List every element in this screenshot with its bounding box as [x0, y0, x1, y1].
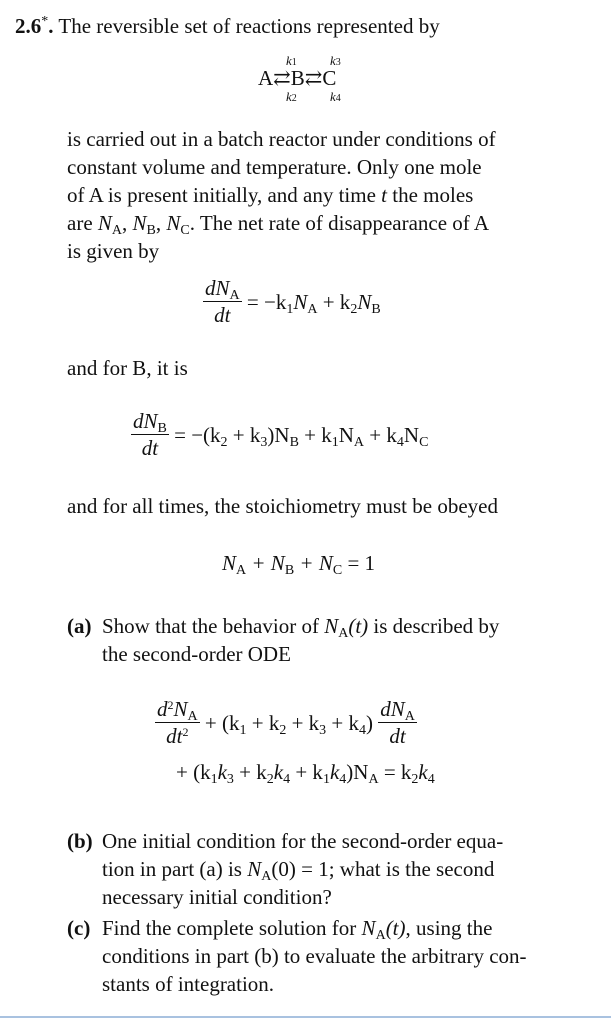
reaction-species-b: B — [290, 66, 305, 90]
reaction-scheme — [258, 54, 378, 108]
part-c-label: (c) — [67, 916, 91, 940]
equation-stoichiometry: NA + NB + NC = 1 — [222, 551, 376, 578]
reaction-k4: k4 — [330, 89, 341, 104]
reaction-k1: k1 — [286, 53, 297, 68]
text-and-for-b: and for B, it is — [67, 356, 188, 380]
equation-rate-b: $\frac{\text{dNB}}{dt}$ = −(k2 + k3)NB + k1NA + k4NC — [133, 409, 429, 460]
equation-rate-a-fraction: $\frac{\text{dNA}}{dt}$ — [205, 276, 240, 327]
problem-number: 2.6 — [15, 14, 42, 38]
equation-rate-b-fraction: $\frac{\text{dNB}}{dt}$ — [133, 409, 167, 460]
part-a: (a) Show that the behavior of NA(t) is described by the second-order ODE — [67, 614, 500, 666]
reaction-species-c: C — [322, 66, 337, 90]
part-b: (b) One initial condition for the second-order equa- tion in part (a) is NA(0) = 1; what is the second necessary initial condition? — [67, 829, 504, 909]
reaction-arrow-bc: ⇄ — [304, 66, 323, 90]
equation-rate-a: $\frac{\text{dNA}}{dt}$ = −k1NA + k2NB — [205, 276, 381, 327]
reaction-arrow-ab: ⇄ — [273, 66, 291, 90]
problem-intro: The reversible set of reactions represented by — [58, 14, 440, 38]
equation-second-order-ode-line2: + (k1k3 + k2k4 + k1k4)NA = k2k4 — [176, 760, 435, 787]
equation-ode-fraction-1: $\frac{d^2NA}{dt^2}$ — [157, 697, 198, 748]
part-b-label: (b) — [67, 829, 93, 853]
reaction-k2: k2 — [286, 89, 297, 104]
part-a-label: (a) — [67, 614, 92, 638]
reaction-species-a: A — [258, 66, 274, 90]
page-bottom-rule — [0, 1016, 611, 1018]
equation-ode-fraction-2: $\frac{\text{dNA}}{dt}$ — [380, 697, 415, 748]
problem-heading: 2.6*. The reversible set of reactions represented by — [15, 14, 440, 38]
part-c: (c) Find the complete solution for NA(t), using the conditions in part (b) to evaluate the arbitrary con- stants of integration. — [67, 916, 527, 996]
paragraph-batch-reactor: is carried out in a batch reactor under conditions of constant volume and temperature. Only one mole of A is present initially, and any time t the moles are $N_A$, $N_B$, $N_C$. The net rate of disappearance of A is given by — [67, 127, 496, 263]
equation-second-order-ode: $\frac{d^2NA}{dt^2}$ + (k1 + k2 + k3 + k4) $\frac{\text{dNA}}{dt}$ — [157, 697, 415, 748]
problem-star: * — [41, 14, 49, 29]
reaction-k3: k3 — [330, 53, 341, 68]
text-stoichiometry: and for all times, the stoichiometry must be obeyed — [67, 494, 498, 518]
